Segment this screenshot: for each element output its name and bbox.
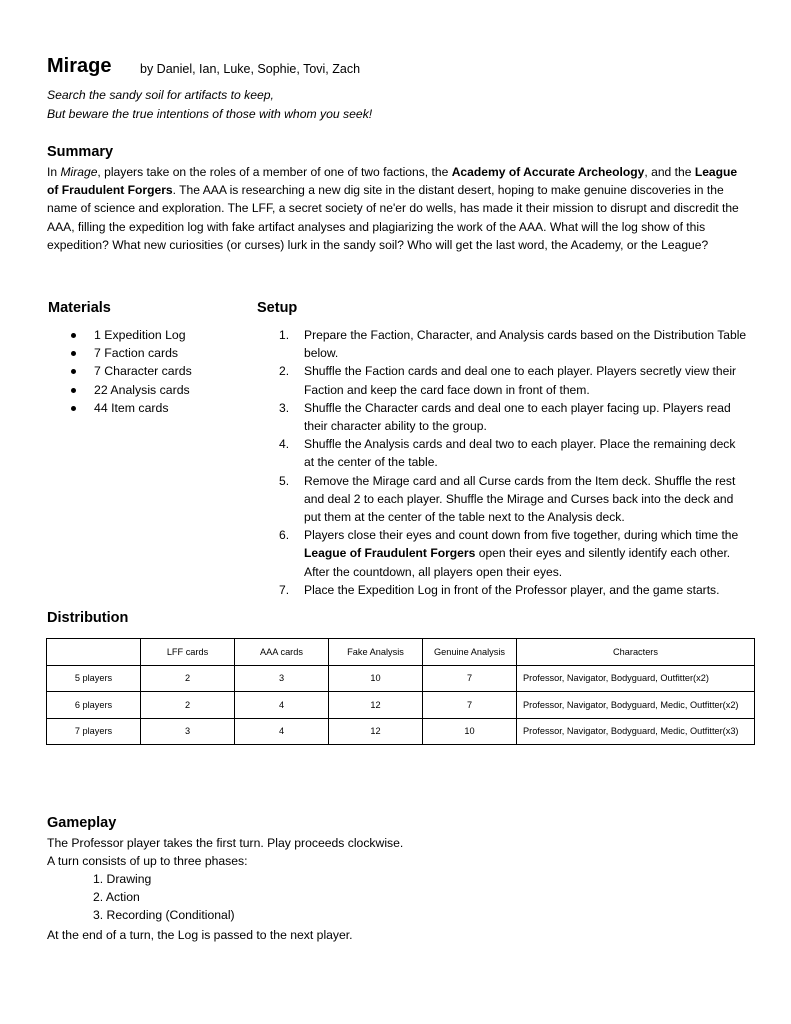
phase-item: 3. Recording (Conditional) — [93, 908, 235, 922]
summary-paragraph — [47, 163, 751, 254]
column-header: AAA cards — [235, 639, 329, 666]
table-cell: 2 — [141, 692, 235, 719]
summary-game-name: Mirage — [60, 165, 98, 179]
column-header: Genuine Analysis — [423, 639, 517, 666]
document-title: Mirage — [47, 55, 112, 77]
list-item — [277, 362, 747, 398]
authors-byline: by Daniel, Ian, Luke, Sophie, Tovi, Zach — [140, 62, 361, 76]
distribution-heading: Distribution — [47, 610, 129, 626]
gameplay-heading: Gameplay — [47, 815, 117, 831]
setup-steps — [277, 326, 747, 599]
list-item — [47, 344, 192, 362]
summary-text: . The AAA is researching a new dig site in the distant desert, hoping to make genuine discoveries in the name of science and exploration. The LFF, a secret society of ne'er do wells, has made it their mission to disrupt and discredit the AAA, filling the expedition log with fake artifact analyses and plagiarizing the work of the AAA. What will the log show of this expedition? What new curiosities (or curses) lurk in the sandy soil? Who will get the last word, the Academy, or the League? — [47, 183, 739, 252]
summary-text: , and the — [644, 165, 695, 179]
table-cell: 3 — [141, 718, 235, 745]
setup-heading: Setup — [257, 300, 298, 316]
material-label: 22 Analysis cards — [94, 382, 190, 397]
table-cell: 2 — [141, 665, 235, 692]
phase-item: 2. Action — [93, 890, 140, 904]
list-item — [277, 581, 747, 599]
materials-list — [47, 326, 192, 417]
table-cell: 10 — [423, 718, 517, 745]
step-text-part: open their eyes and silently identify each other. After the countdown, all players open their eyes. — [304, 546, 731, 579]
tagline-line-1: Search the sandy soil for artifacts to keep, — [47, 88, 274, 102]
step-text: Place the Expedition Log in front of the Professor player, and the game starts. — [304, 582, 720, 597]
list-item — [277, 435, 747, 471]
step-number: 2. — [279, 364, 290, 379]
material-label: 7 Faction cards — [94, 346, 179, 361]
list-item — [47, 399, 192, 417]
step-text: Shuffle the Faction cards and deal one to each player. Players secretly view their Faction and keep the card face down in front of them. — [304, 364, 737, 397]
table-header-row — [47, 639, 755, 666]
table-cell: Professor, Navigator, Bodyguard, Outfitter(x2) — [517, 665, 755, 692]
step-number: 4. — [279, 437, 290, 452]
table-cell: 10 — [329, 665, 423, 692]
step-number: 3. — [279, 400, 290, 415]
column-header: Characters — [517, 639, 755, 666]
step-text-part: Players close their eyes and count down from five together, during which time the — [304, 528, 739, 543]
step-faction-lff: League of Fraudulent Forgers — [304, 546, 476, 561]
gameplay-intro: The Professor player takes the first turn. Play proceeds clockwise. — [47, 836, 404, 850]
table-cell: 4 — [235, 718, 329, 745]
column-header: LFF cards — [141, 639, 235, 666]
step-number: 7. — [279, 582, 290, 597]
distribution-table — [46, 638, 755, 745]
materials-heading: Materials — [48, 300, 111, 316]
table-cell: 7 — [423, 665, 517, 692]
summary-faction-aaa: Academy of Accurate Archeology — [451, 165, 645, 179]
table-cell: 7 — [423, 692, 517, 719]
table-row — [47, 692, 755, 719]
step-number: 1. — [279, 328, 290, 342]
list-item — [47, 326, 192, 344]
step-text: Shuffle the Character cards and deal one to each player facing up. Players read their character ability to the group. — [304, 400, 731, 434]
step-text: Shuffle the Analysis cards and deal two to each player. Place the remaining deck at the center of the table. — [304, 437, 736, 470]
material-label: 1 Expedition Log — [94, 328, 186, 342]
table-cell: 6 players — [47, 692, 141, 719]
step-number: 5. — [279, 473, 290, 488]
summary-text: In — [47, 165, 61, 179]
summary-faction-lff: League of Fraudulent Forgers — [47, 165, 738, 198]
list-item — [277, 399, 747, 435]
table-cell: Professor, Navigator, Bodyguard, Medic, Outfitter(x2) — [517, 692, 755, 719]
step-number: 6. — [279, 528, 290, 543]
bullet-icon — [71, 369, 76, 374]
table-cell: 7 players — [47, 718, 141, 745]
step-text: Prepare the Faction, Character, and Analysis cards based on the Distribution Table below. — [304, 328, 747, 361]
table-cell: 12 — [329, 718, 423, 745]
bullet-icon — [71, 351, 76, 356]
step-text — [304, 528, 738, 578]
list-item — [277, 472, 747, 527]
table-cell: 3 — [235, 665, 329, 692]
table-row — [47, 718, 755, 745]
bullet-icon — [71, 406, 76, 411]
material-label: 44 Item cards — [94, 400, 169, 415]
phase-item: 1. Drawing — [93, 872, 152, 886]
list-item — [47, 381, 192, 399]
table-cell: 12 — [329, 692, 423, 719]
bullet-icon — [71, 388, 76, 393]
gameplay-end-of-turn: At the end of a turn, the Log is passed to the next player. — [47, 928, 353, 942]
table-cell: 5 players — [47, 665, 141, 692]
column-header — [47, 639, 141, 666]
step-text: Remove the Mirage card and all Curse cards from the Item deck. Shuffle the rest and deal 2 to each player. Shuffle the Mirage and Curses back into the deck and put them at the center of the table next to the Analysis deck. — [304, 473, 736, 525]
list-item — [47, 362, 192, 380]
table-cell: Professor, Navigator, Bodyguard, Medic, Outfitter(x3) — [517, 718, 755, 745]
list-item — [277, 526, 747, 581]
table-cell: 4 — [235, 692, 329, 719]
bullet-icon — [71, 333, 76, 338]
list-item — [277, 326, 747, 362]
tagline-line-2: But beware the true intentions of those with whom you seek! — [47, 107, 373, 121]
summary-heading: Summary — [47, 144, 114, 160]
material-label: 7 Character cards — [94, 364, 192, 379]
table-row — [47, 665, 755, 692]
summary-text: , players take on the roles of a member of one of two factions, the — [97, 165, 452, 179]
column-header: Fake Analysis — [329, 639, 423, 666]
gameplay-turn-description: A turn consists of up to three phases: — [47, 854, 248, 868]
